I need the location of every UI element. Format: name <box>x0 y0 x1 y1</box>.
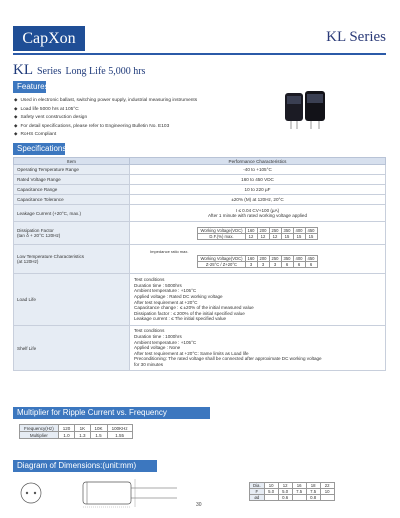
leakage-condition: After 1 minute with rated working voltage applied <box>207 213 308 218</box>
row-label <box>14 222 130 245</box>
cell: ød <box>250 495 265 501</box>
capxon-logo: CapXon <box>13 26 85 51</box>
column-header-performance: Performance Characteristics <box>130 158 386 165</box>
cell: 18 <box>306 483 320 489</box>
cell: 1K <box>75 425 90 432</box>
cell: 3 <box>269 262 281 268</box>
row-value <box>130 245 386 274</box>
row-label: Operating Temperature Range <box>14 165 130 175</box>
features-list <box>14 96 197 139</box>
cell: 0.6 <box>278 495 292 501</box>
test-line: Leakage current : ≤ The initial specified value <box>134 316 227 322</box>
test-line: Dissipation factor : ≤ 200% of the initial specified value <box>134 310 245 316</box>
cell: 1.5 <box>90 432 107 439</box>
multiplier-heading: Multiplier for Ripple Current vs. Frequency <box>13 407 210 419</box>
row-value <box>130 326 386 371</box>
cell: 3 <box>245 262 257 268</box>
row-label: Capacitance Tolerance <box>14 195 130 205</box>
row-label <box>14 245 130 274</box>
title-subtitle: Long Life 5,000 hrs <box>65 66 146 77</box>
feature-item: ◆ Load life 5000 hrs at 105°C <box>14 105 197 114</box>
title-tail: Series <box>37 66 62 77</box>
cell: 16 <box>292 483 306 489</box>
leakage-formula: I ≤ 0.04 CV+100 (µA) <box>235 208 280 213</box>
table-row <box>250 495 335 501</box>
series-label: KL Series <box>326 29 386 45</box>
test-line: After test requirement at +20°C <box>134 299 198 305</box>
cell: 6 <box>293 262 305 268</box>
cell: 5.0 <box>264 489 278 495</box>
row-value: ±20% (M) at 120Hz, 20°C <box>130 195 386 205</box>
test-line: Test conditions <box>134 328 165 334</box>
row-label: Capacitance Range <box>14 185 130 195</box>
cell: 1.0 <box>58 432 75 439</box>
row-label: Shelf Life <box>14 326 130 371</box>
test-line: Applied voltage : None <box>134 345 181 351</box>
cell: Z-25°C / Z+20°C <box>198 262 245 268</box>
row-value <box>130 274 386 326</box>
cell: 7.5 <box>306 489 320 495</box>
column-header-item: Item <box>14 158 130 165</box>
cell: Working Voltage(VDC) <box>198 227 245 233</box>
cell: 1.3 <box>75 432 90 439</box>
cell: 350 <box>281 256 293 262</box>
impedance-note: Impedance ratio max. <box>150 249 189 254</box>
cell: 10 <box>320 489 334 495</box>
test-line: Duration time : 5000hrs <box>134 282 182 288</box>
specifications-heading: Specifications <box>13 143 65 155</box>
row-value <box>130 222 386 245</box>
cell: Multiplier <box>20 432 59 439</box>
table-row <box>14 195 386 205</box>
row-label-line: (tan δ + 20°C 120Hz) <box>17 233 61 238</box>
capacitor-photo <box>283 90 327 130</box>
cell <box>292 495 306 501</box>
dimensions-heading: Diagram of Dimensions:(unit:mm) <box>13 460 157 472</box>
cell: 250 <box>269 227 281 233</box>
table-row <box>14 185 386 195</box>
cell: 0.8 <box>306 495 320 501</box>
multiplier-table <box>19 424 133 439</box>
cell: 6 <box>305 262 317 268</box>
table-row <box>14 326 386 371</box>
test-line: Applied voltage : Rated DC working voltage <box>134 293 223 299</box>
table-header-row <box>14 158 386 165</box>
cell: 160 <box>245 256 257 262</box>
specifications-table <box>13 157 386 371</box>
table-row <box>14 274 386 326</box>
row-value <box>130 205 386 222</box>
cell: 160 <box>245 227 257 233</box>
cell: 12 <box>245 233 257 239</box>
cell: 200 <box>257 256 269 262</box>
cell: 120 <box>58 425 75 432</box>
row-label-line: Low Temperature Characteristics <box>17 254 85 259</box>
cell: 12 <box>278 483 292 489</box>
test-line: Capacitance change : ≤ ±20% of the initial measured value <box>134 305 254 311</box>
table-row <box>20 432 133 439</box>
header-rule <box>13 53 386 55</box>
cell: 10 <box>264 483 278 489</box>
test-line: After test requirement at +20°C: Same limits as Load life <box>134 350 249 356</box>
table-row <box>14 245 386 274</box>
row-label: Rated Voltage Range <box>14 175 130 185</box>
row-value: 10 to 220 µF <box>130 185 386 195</box>
page-title <box>13 61 145 79</box>
page-number: 30 <box>196 502 202 508</box>
test-line: Ambient temperature : +105°C <box>134 288 197 294</box>
cell: Dia. <box>250 483 265 489</box>
cell: 12 <box>269 233 281 239</box>
cell: Working Voltage(VDC) <box>198 256 245 262</box>
dimensions-table <box>249 482 335 501</box>
cell: 1.55 <box>107 432 132 439</box>
cell: Frequency(Hz) <box>20 425 59 432</box>
cell: 15 <box>293 233 305 239</box>
cell: 5.0 <box>278 489 292 495</box>
features-heading: Features <box>13 81 46 93</box>
row-label: Load Life <box>14 274 130 326</box>
cell: 400 <box>293 227 305 233</box>
row-value: 160 to 450 VDC <box>130 175 386 185</box>
test-line: for 30 minutes <box>134 361 164 367</box>
cell: 7.5 <box>292 489 306 495</box>
test-line: Test conditions <box>134 277 165 283</box>
row-label-line: Dissipation Factor <box>17 228 54 233</box>
table-row <box>14 222 386 245</box>
cell: F <box>250 489 265 495</box>
cell: 10K <box>90 425 107 432</box>
cell: 450 <box>305 256 317 262</box>
feature-item: ◆ Safety vent construction design <box>14 113 197 122</box>
dimension-drawing <box>17 476 217 510</box>
table-row <box>14 205 386 222</box>
cell: 350 <box>281 227 293 233</box>
cell: 22 <box>320 483 334 489</box>
cell: 3 <box>257 262 269 268</box>
row-label-line: (at 120Hz) <box>17 259 39 264</box>
feature-item: ◆ Used in electronic ballast, switching power supply, industrial measuring instruments <box>14 96 197 105</box>
cell: 12 <box>257 233 269 239</box>
cell: 15 <box>305 233 317 239</box>
cell: 15 <box>281 233 293 239</box>
cell: D.F.(%) max. <box>198 233 245 239</box>
cell <box>320 495 334 501</box>
low-temp-table <box>197 255 317 268</box>
row-value: -40 to +105°C <box>130 165 386 175</box>
table-row <box>20 425 133 432</box>
cell: 400 <box>293 256 305 262</box>
cell: 100KHz <box>107 425 132 432</box>
table-row <box>14 165 386 175</box>
dissipation-table <box>197 227 317 240</box>
cell <box>264 495 278 501</box>
feature-item: ◆ For detail specifications, please refer to Engineering Bulletin No. E103 <box>14 122 197 131</box>
table-row <box>14 175 386 185</box>
title-series: KL <box>13 62 33 78</box>
cell: 6 <box>281 262 293 268</box>
feature-item: ◆ RoHS Compliant <box>14 130 197 139</box>
row-label: Leakage Current (+20°C, max.) <box>14 205 130 222</box>
cell: 200 <box>257 227 269 233</box>
cell: 450 <box>305 227 317 233</box>
test-line: Preconditioning: The rated voltage shall be connected after approximate DC working voltage <box>134 356 322 362</box>
test-line: Duration time : 1000hrs <box>134 334 182 340</box>
cell: 250 <box>269 256 281 262</box>
test-line: Ambient temperature : +105°C <box>134 339 197 345</box>
